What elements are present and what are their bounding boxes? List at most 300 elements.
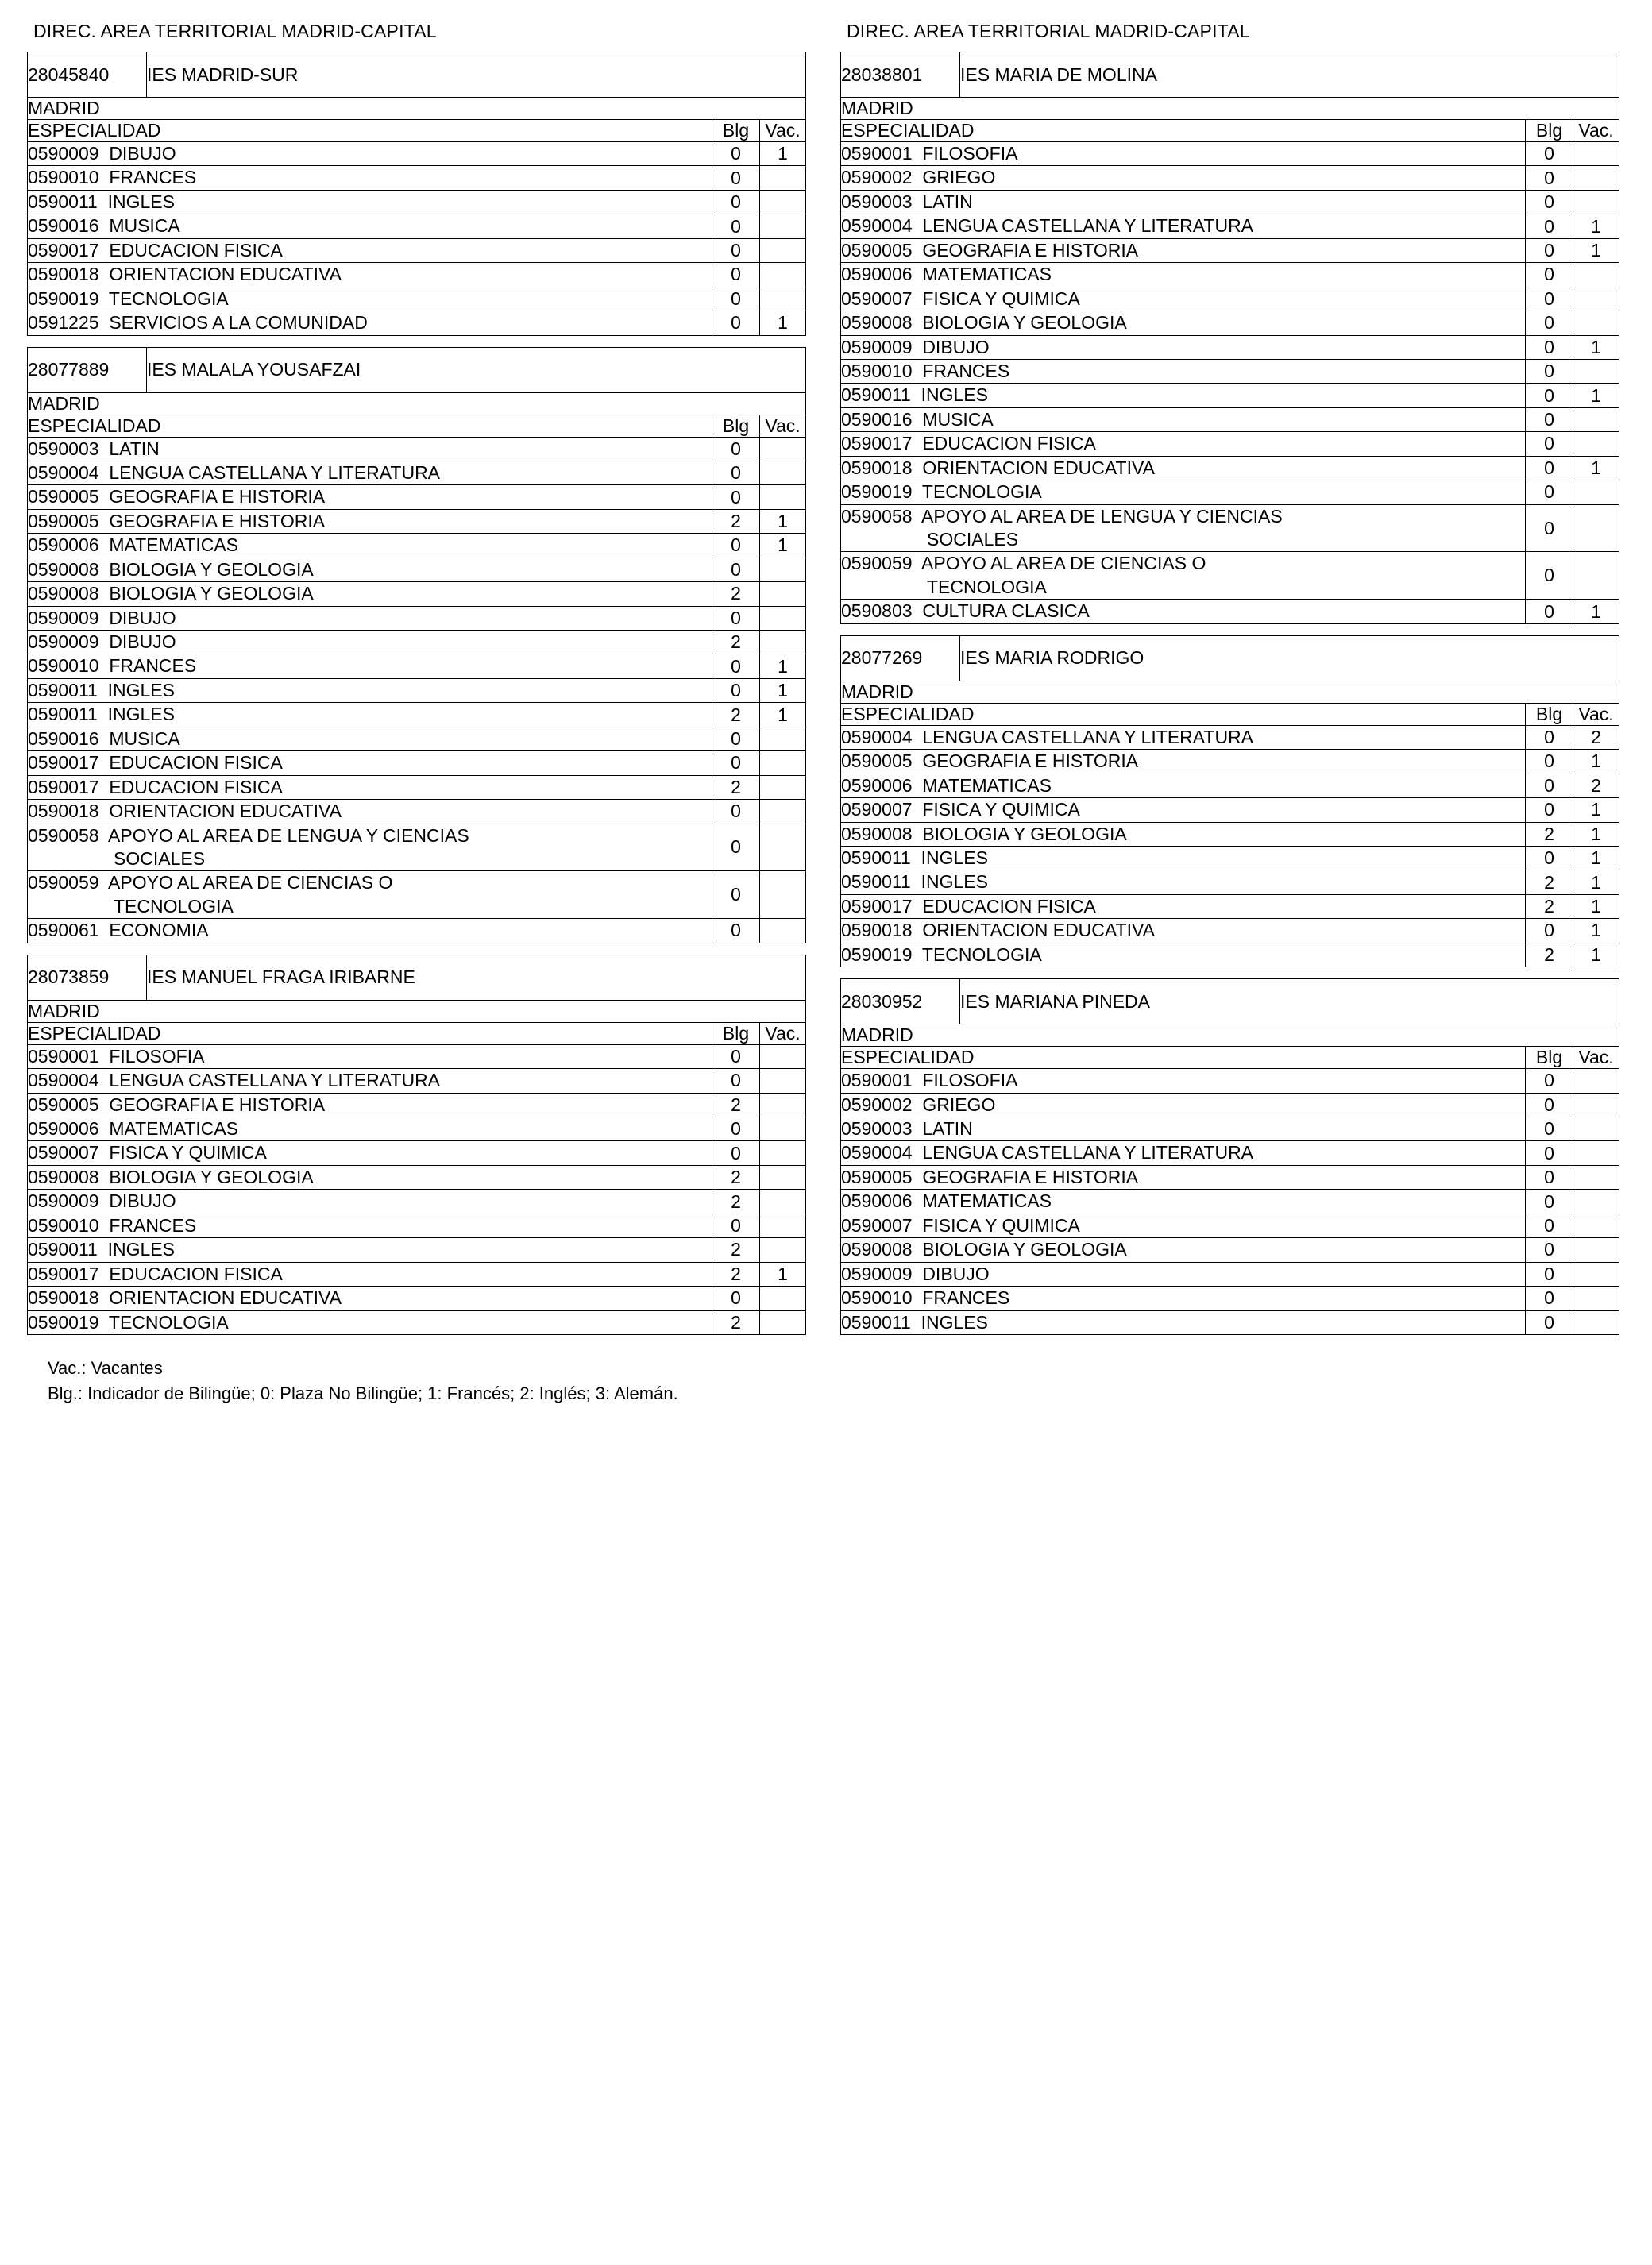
table-row	[28, 437, 806, 461]
header-vac: Vac.	[1573, 1047, 1619, 1069]
table-row	[841, 822, 1619, 846]
table-header-row	[841, 703, 1619, 725]
center-name: IES MADRID-SUR	[147, 52, 806, 98]
blg-value: 0	[1526, 214, 1573, 238]
header-vac: Vac.	[760, 415, 806, 437]
specialty-cell: 0590009 DIBUJO	[28, 631, 712, 654]
vac-value	[760, 1044, 806, 1068]
vac-value: 1	[1573, 943, 1619, 967]
table-row	[841, 311, 1619, 335]
vac-value	[760, 238, 806, 262]
table-row	[28, 214, 806, 238]
vac-value: 1	[760, 654, 806, 678]
footer-line-blg: Blg.: Indicador de Bilingüe; 0: Plaza No Bilingüe; 1: Francés; 2: Inglés; 3: Alemán.	[48, 1383, 678, 1403]
town-name: MADRID	[841, 1024, 1619, 1047]
table-row	[841, 287, 1619, 311]
specialty-cell: 0590058 APOYO AL AREA DE LENGUA Y CIENCIAS SOCIALES	[841, 504, 1526, 552]
specialty-cell: 0590005 GEOGRAFIA E HISTORIA	[28, 485, 712, 509]
header-especialidad: ESPECIALIDAD	[841, 120, 1526, 142]
specialty-cell: 0590009 DIBUJO	[28, 606, 712, 630]
blg-value: 0	[1526, 1141, 1573, 1165]
footer-notes	[48, 1356, 1625, 1406]
blg-value: 0	[1526, 1093, 1573, 1117]
table-row	[841, 846, 1619, 870]
blg-value: 2	[1526, 822, 1573, 846]
vac-value: 1	[1573, 846, 1619, 870]
town-name: MADRID	[28, 1000, 806, 1022]
table-row	[841, 919, 1619, 943]
town-row	[28, 1000, 806, 1022]
table-row	[28, 485, 806, 509]
blg-value: 0	[712, 166, 760, 190]
specialty-cell: 0590059 APOYO AL AREA DE CIENCIAS O TECNOLOGIA	[28, 871, 712, 919]
blg-value: 0	[1526, 190, 1573, 214]
vac-value	[760, 1214, 806, 1237]
column-header-right: DIREC. AREA TERRITORIAL MADRID-CAPITAL	[847, 21, 1250, 41]
table-row	[841, 1190, 1619, 1214]
specialty-cell: 0590017 EDUCACION FISICA	[28, 751, 712, 775]
specialty-cell: 0590018 ORIENTACION EDUCATIVA	[28, 263, 712, 287]
table-row	[28, 287, 806, 311]
blg-value: 0	[1526, 1069, 1573, 1093]
vac-value	[760, 631, 806, 654]
header-vac: Vac.	[1573, 703, 1619, 725]
blg-value: 0	[712, 1117, 760, 1141]
column-header-left: DIREC. AREA TERRITORIAL MADRID-CAPITAL	[33, 21, 437, 41]
table-row	[28, 1238, 806, 1262]
vac-value	[1573, 1165, 1619, 1189]
specialty-cell: 0590009 DIBUJO	[28, 1190, 712, 1214]
blg-value: 0	[1526, 1310, 1573, 1334]
vac-value: 2	[1573, 725, 1619, 749]
blg-value: 0	[712, 824, 760, 871]
blg-value: 0	[712, 485, 760, 509]
vac-value	[760, 461, 806, 484]
vac-value: 1	[1573, 894, 1619, 918]
table-row	[28, 606, 806, 630]
column-left	[27, 21, 805, 1335]
table-row	[28, 703, 806, 727]
blg-value: 0	[712, 263, 760, 287]
header-especialidad: ESPECIALIDAD	[841, 703, 1526, 725]
blg-value: 0	[712, 871, 760, 919]
specialty-cell: 0590016 MUSICA	[28, 727, 712, 750]
vac-value	[1573, 287, 1619, 311]
table-row	[28, 1165, 806, 1189]
blg-value: 0	[1526, 1262, 1573, 1286]
vac-value	[1573, 1117, 1619, 1141]
table-row	[28, 678, 806, 702]
vac-value: 1	[1573, 798, 1619, 822]
blg-value: 0	[1526, 407, 1573, 431]
vac-value	[1573, 1287, 1619, 1310]
table-row	[28, 800, 806, 824]
vac-value	[1573, 1238, 1619, 1262]
blg-value: 2	[1526, 943, 1573, 967]
vac-value	[1573, 1093, 1619, 1117]
table-row	[28, 1310, 806, 1334]
column-right	[840, 21, 1619, 1335]
specialty-cell: 0590019 TECNOLOGIA	[28, 287, 712, 311]
blg-value: 2	[712, 775, 760, 799]
table-row	[841, 1069, 1619, 1093]
specialty-cell: 0590003 LATIN	[841, 190, 1526, 214]
vac-value	[760, 166, 806, 190]
specialty-cell: 0590008 BIOLOGIA Y GEOLOGIA	[28, 1165, 712, 1189]
vac-value: 1	[1573, 919, 1619, 943]
header-blg: Blg	[1526, 703, 1573, 725]
specialty-cell: 0590004 LENGUA CASTELLANA Y LITERATURA	[841, 214, 1526, 238]
specialty-cell: 0590006 MATEMATICAS	[28, 1117, 712, 1141]
town-name: MADRID	[841, 98, 1619, 120]
blg-value: 0	[1526, 798, 1573, 822]
blg-value: 0	[1526, 238, 1573, 262]
specialty-cell: 0590061 ECONOMIA	[28, 919, 712, 943]
center-header-row	[841, 979, 1619, 1024]
specialty-cell: 0590017 EDUCACION FISICA	[28, 1262, 712, 1286]
vac-value: 1	[1573, 600, 1619, 623]
specialty-cell: 0590008 BIOLOGIA Y GEOLOGIA	[841, 311, 1526, 335]
specialty-cell: 0590018 ORIENTACION EDUCATIVA	[28, 1287, 712, 1310]
table-row	[841, 774, 1619, 797]
blg-value: 0	[1526, 263, 1573, 287]
specialty-cell: 0590008 BIOLOGIA Y GEOLOGIA	[28, 558, 712, 581]
vac-value	[1573, 1141, 1619, 1165]
vac-value: 1	[1573, 750, 1619, 774]
table-row	[841, 1093, 1619, 1117]
table-row	[841, 1165, 1619, 1189]
vac-value	[1573, 263, 1619, 287]
blg-value: 0	[712, 142, 760, 166]
town-row	[841, 98, 1619, 120]
specialty-cell: 0590059 APOYO AL AREA DE CIENCIAS O TECNOLOGIA	[841, 552, 1526, 600]
blg-value: 0	[1526, 335, 1573, 359]
table-row	[841, 335, 1619, 359]
blg-value: 0	[1526, 166, 1573, 190]
vac-value	[760, 800, 806, 824]
center-header-row	[841, 52, 1619, 98]
table-row	[28, 1093, 806, 1117]
center-code: 28045840	[28, 52, 147, 98]
header-blg: Blg	[712, 415, 760, 437]
specialty-cell: 0590001 FILOSOFIA	[841, 142, 1526, 166]
table-row	[841, 359, 1619, 383]
blg-value: 0	[712, 1214, 760, 1237]
center-block	[27, 955, 806, 1335]
table-row	[841, 600, 1619, 623]
blg-value: 0	[712, 534, 760, 558]
center-name: IES MARIA RODRIGO	[960, 635, 1619, 681]
blg-value: 0	[1526, 287, 1573, 311]
vac-value	[760, 1310, 806, 1334]
table-row	[28, 1141, 806, 1165]
specialty-cell: 0591225 SERVICIOS A LA COMUNIDAD	[28, 311, 712, 335]
specialty-cell: 0590008 BIOLOGIA Y GEOLOGIA	[28, 582, 712, 606]
blocks-container-left	[27, 52, 805, 1335]
table-header-row	[28, 1022, 806, 1044]
center-block	[27, 347, 806, 943]
specialty-cell: 0590004 LENGUA CASTELLANA Y LITERATURA	[28, 1069, 712, 1093]
vac-value	[1573, 504, 1619, 552]
blg-value: 0	[712, 190, 760, 214]
header-especialidad: ESPECIALIDAD	[841, 1047, 1526, 1069]
specialty-cell: 0590008 BIOLOGIA Y GEOLOGIA	[841, 1238, 1526, 1262]
blg-value: 0	[712, 238, 760, 262]
center-header-row	[28, 52, 806, 98]
table-row	[841, 504, 1619, 552]
specialty-cell: 0590009 DIBUJO	[841, 335, 1526, 359]
table-row	[28, 1190, 806, 1214]
vac-value	[1573, 190, 1619, 214]
table-row	[841, 1238, 1619, 1262]
header-blg: Blg	[712, 1022, 760, 1044]
blg-value: 0	[1526, 600, 1573, 623]
vac-value	[760, 558, 806, 581]
header-especialidad: ESPECIALIDAD	[28, 415, 712, 437]
table-row	[28, 1214, 806, 1237]
specialty-cell: 0590001 FILOSOFIA	[28, 1044, 712, 1068]
specialty-cell: 0590011 INGLES	[841, 384, 1526, 407]
blg-value: 2	[712, 1310, 760, 1334]
table-row	[28, 166, 806, 190]
table-row	[28, 919, 806, 943]
blg-value: 2	[712, 703, 760, 727]
vac-value	[1573, 407, 1619, 431]
vac-value	[760, 485, 806, 509]
specialty-cell: 0590007 FISICA Y QUIMICA	[841, 287, 1526, 311]
vac-value: 1	[760, 703, 806, 727]
center-header-row	[28, 955, 806, 1000]
table-row	[841, 142, 1619, 166]
center-name: IES MALALA YOUSAFZAI	[147, 347, 806, 392]
table-row	[841, 870, 1619, 894]
table-row	[841, 725, 1619, 749]
specialty-cell: 0590017 EDUCACION FISICA	[28, 238, 712, 262]
table-row	[28, 631, 806, 654]
town-name: MADRID	[841, 681, 1619, 703]
blg-value: 0	[1526, 384, 1573, 407]
specialty-cell: 0590006 MATEMATICAS	[841, 774, 1526, 797]
table-row	[28, 1117, 806, 1141]
blg-value: 0	[1526, 456, 1573, 480]
town-row	[841, 1024, 1619, 1047]
specialty-cell: 0590003 LATIN	[841, 1117, 1526, 1141]
vac-value	[760, 1117, 806, 1141]
vac-value	[760, 190, 806, 214]
specialty-cell: 0590016 MUSICA	[28, 214, 712, 238]
blg-value: 0	[712, 1287, 760, 1310]
blg-value: 0	[1526, 480, 1573, 504]
specialty-cell: 0590005 GEOGRAFIA E HISTORIA	[28, 1093, 712, 1117]
center-name: IES MARIA DE MOLINA	[960, 52, 1619, 98]
specialty-cell: 0590016 MUSICA	[841, 407, 1526, 431]
specialty-cell: 0590002 GRIEGO	[841, 1093, 1526, 1117]
town-row	[841, 681, 1619, 703]
vac-value	[760, 751, 806, 775]
town-name: MADRID	[28, 392, 806, 415]
block-spacer	[840, 624, 1619, 635]
vac-value	[760, 871, 806, 919]
vac-value: 1	[760, 534, 806, 558]
vac-value	[1573, 1310, 1619, 1334]
table-row	[28, 582, 806, 606]
table-header-row	[841, 1047, 1619, 1069]
specialty-cell: 0590003 LATIN	[28, 437, 712, 461]
blg-value: 0	[1526, 1238, 1573, 1262]
table-row	[28, 751, 806, 775]
vac-value	[760, 437, 806, 461]
specialty-cell: 0590010 FRANCES	[28, 166, 712, 190]
blg-value: 2	[712, 1093, 760, 1117]
center-code: 28073859	[28, 955, 147, 1000]
vac-value	[760, 606, 806, 630]
table-row	[841, 190, 1619, 214]
town-name: MADRID	[28, 98, 806, 120]
specialty-cell: 0590006 MATEMATICAS	[841, 1190, 1526, 1214]
center-code: 28038801	[841, 52, 960, 98]
table-row	[28, 1262, 806, 1286]
specialty-cell: 0590008 BIOLOGIA Y GEOLOGIA	[841, 822, 1526, 846]
blg-value: 0	[712, 727, 760, 750]
table-row	[841, 456, 1619, 480]
specialty-cell: 0590011 INGLES	[28, 678, 712, 702]
specialty-cell: 0590007 FISICA Y QUIMICA	[841, 1214, 1526, 1237]
specialty-cell: 0590005 GEOGRAFIA E HISTORIA	[841, 238, 1526, 262]
header-blg: Blg	[1526, 1047, 1573, 1069]
blocks-container-right	[840, 52, 1619, 1335]
specialty-cell: 0590011 INGLES	[28, 190, 712, 214]
footer-line-vac: Vac.: Vacantes	[48, 1357, 163, 1378]
table-row	[28, 190, 806, 214]
vac-value: 1	[1573, 335, 1619, 359]
vac-value	[1573, 142, 1619, 166]
blg-value: 0	[712, 654, 760, 678]
table-row	[28, 1044, 806, 1068]
blg-value: 0	[712, 678, 760, 702]
vac-value: 1	[1573, 214, 1619, 238]
header-especialidad: ESPECIALIDAD	[28, 120, 712, 142]
specialty-cell: 0590803 CULTURA CLASICA	[841, 600, 1526, 623]
table-row	[28, 775, 806, 799]
specialty-cell: 0590004 LENGUA CASTELLANA Y LITERATURA	[28, 461, 712, 484]
center-code: 28077889	[28, 347, 147, 392]
header-especialidad: ESPECIALIDAD	[28, 1022, 712, 1044]
specialty-cell: 0590004 LENGUA CASTELLANA Y LITERATURA	[841, 725, 1526, 749]
table-row	[841, 480, 1619, 504]
specialty-cell: 0590019 TECNOLOGIA	[28, 1310, 712, 1334]
center-header-row	[28, 347, 806, 392]
blg-value: 0	[1526, 1287, 1573, 1310]
vac-value	[760, 727, 806, 750]
table-row	[841, 750, 1619, 774]
header-blg: Blg	[1526, 120, 1573, 142]
blg-value: 0	[712, 919, 760, 943]
table-row	[841, 384, 1619, 407]
table-header-row	[28, 120, 806, 142]
table-row	[841, 1141, 1619, 1165]
specialty-cell: 0590010 FRANCES	[28, 654, 712, 678]
vac-value: 1	[1573, 238, 1619, 262]
specialty-cell: 0590018 ORIENTACION EDUCATIVA	[841, 919, 1526, 943]
table-row	[841, 238, 1619, 262]
blg-value: 0	[712, 214, 760, 238]
center-block	[840, 978, 1619, 1335]
specialty-cell: 0590006 MATEMATICAS	[28, 534, 712, 558]
table-row	[28, 142, 806, 166]
specialty-cell: 0590011 INGLES	[28, 703, 712, 727]
blg-value: 0	[1526, 1190, 1573, 1214]
specialty-cell: 0590005 GEOGRAFIA E HISTORIA	[28, 509, 712, 533]
specialty-cell: 0590011 INGLES	[841, 1310, 1526, 1334]
blg-value: 0	[1526, 359, 1573, 383]
blg-value: 0	[712, 558, 760, 581]
blg-value: 0	[1526, 919, 1573, 943]
table-row	[28, 1287, 806, 1310]
center-header-row	[841, 635, 1619, 681]
specialty-cell: 0590017 EDUCACION FISICA	[841, 894, 1526, 918]
table-row	[28, 263, 806, 287]
specialty-cell: 0590004 LENGUA CASTELLANA Y LITERATURA	[841, 1141, 1526, 1165]
vac-value: 1	[1573, 384, 1619, 407]
table-row	[841, 943, 1619, 967]
vac-value	[1573, 1069, 1619, 1093]
specialty-cell: 0590009 DIBUJO	[841, 1262, 1526, 1286]
table-row	[841, 1117, 1619, 1141]
table-row	[28, 509, 806, 533]
table-row	[28, 558, 806, 581]
vac-value	[1573, 1190, 1619, 1214]
table-row	[28, 534, 806, 558]
specialty-cell: 0590010 FRANCES	[28, 1214, 712, 1237]
blg-value: 2	[1526, 870, 1573, 894]
blg-value: 0	[712, 311, 760, 335]
center-code: 28030952	[841, 979, 960, 1024]
vac-value	[760, 919, 806, 943]
blg-value: 0	[712, 461, 760, 484]
specialty-cell: 0590001 FILOSOFIA	[841, 1069, 1526, 1093]
center-block	[840, 635, 1619, 967]
blg-value: 0	[1526, 311, 1573, 335]
blg-value: 2	[712, 1165, 760, 1189]
vac-value: 1	[1573, 822, 1619, 846]
vac-value	[1573, 480, 1619, 504]
vac-value: 1	[760, 678, 806, 702]
specialty-cell: 0590058 APOYO AL AREA DE LENGUA Y CIENCIAS SOCIALES	[28, 824, 712, 871]
vac-value	[760, 1190, 806, 1214]
blg-value: 0	[712, 800, 760, 824]
blg-value: 0	[1526, 432, 1573, 456]
specialty-cell: 0590007 FISICA Y QUIMICA	[28, 1141, 712, 1165]
blg-value: 0	[712, 437, 760, 461]
table-header-row	[28, 415, 806, 437]
block-spacer	[840, 967, 1619, 978]
vac-value	[1573, 552, 1619, 600]
specialty-cell: 0590019 TECNOLOGIA	[841, 943, 1526, 967]
table-row	[28, 1069, 806, 1093]
specialty-cell: 0590010 FRANCES	[841, 1287, 1526, 1310]
vac-value: 1	[760, 1262, 806, 1286]
table-row	[841, 263, 1619, 287]
table-row	[841, 552, 1619, 600]
specialty-cell: 0590006 MATEMATICAS	[841, 263, 1526, 287]
center-block	[27, 52, 806, 336]
specialty-cell: 0590010 FRANCES	[841, 359, 1526, 383]
blg-value: 0	[1526, 142, 1573, 166]
table-row	[841, 1287, 1619, 1310]
center-name: IES MANUEL FRAGA IRIBARNE	[147, 955, 806, 1000]
blg-value: 0	[712, 1069, 760, 1093]
specialty-cell: 0590011 INGLES	[841, 846, 1526, 870]
